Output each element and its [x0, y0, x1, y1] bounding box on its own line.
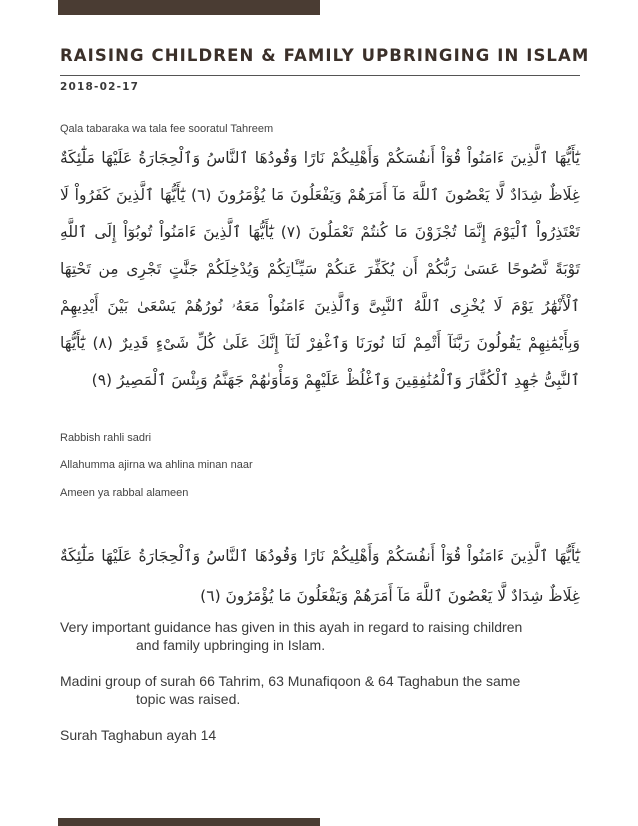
top-decorative-bar: [58, 0, 320, 15]
madini-group-paragraph: [60, 672, 588, 708]
guidance-paragraph: [60, 618, 588, 654]
page-title: RAISING CHILDREN & FAMILY UPBRINGING IN ISLAM: [60, 46, 590, 65]
bottom-decorative-bar: [58, 818, 320, 826]
intro-line: Qala tabaraka wa tala fee sooratul Tahreem: [60, 123, 274, 135]
arabic-verse-66-6: يَٰٓأَيُّهَا ٱلَّذِينَ ءَامَنُواْ قُوٓاْ أَنفُسَكُمْ وَأَهْلِيكُمْ نَارًا وَقُودُهَا ٱلنَّاسُ وَٱلْحِجَارَةُ عَلَيْهَا مَلَٰٓئِكَةٌ غِلَاظٌ شِدَادٌ لَّا يَعْصُونَ ٱللَّهَ مَآ أَمَرَهُمْ وَيَفْعَلُونَ مَا يُؤْمَرُونَ (٦): [60, 547, 580, 605]
arabic-verses-66-6-9: يَٰٓأَيُّهَا ٱلَّذِينَ ءَامَنُواْ قُوٓاْ أَنفُسَكُمْ وَأَهْلِيكُمْ نَارًا وَقُودُهَا ٱلنَّاسُ وَٱلْحِجَارَةُ عَلَيْهَا مَلَٰٓئِكَةٌ غِلَاظٌ شِدَادٌ لَّا يَعْصُونَ ٱللَّهَ مَآ أَمَرَهُمْ وَيَفْعَلُونَ مَا يُؤْمَرُونَ (٦) يَٰٓأَيُّهَا ٱلَّذِينَ كَفَرُواْ لَا تَعْتَذِرُواْ ٱلْيَوْمَ إِنَّمَا تُجْزَوْنَ مَا كُنتُمْ تَعْمَلُونَ (٧) يَٰٓأَيُّهَا ٱلَّذِينَ ءَامَنُواْ تُوبُوٓاْ إِلَى ٱللَّهِ تَوْبَةً نَّصُوحًا عَسَىٰ رَبُّكُمْ أَن يُكَفِّرَ عَنكُمْ سَيِّـَٔاتِكُمْ وَيُدْخِلَكُمْ جَنَّٰتٍ تَجْرِى مِن تَحْتِهَا ٱلْأَنْهَٰرُ يَوْمَ لَا يُخْزِى ٱللَّهُ ٱلنَّبِىَّ وَٱلَّذِينَ ءَامَنُواْ مَعَهُۥ نُورُهُمْ يَسْعَىٰ بَيْنَ أَيْدِيهِمْ وَبِأَيْمَٰنِهِمْ يَقُولُونَ رَبَّنَآ أَتْمِمْ لَنَا نُورَنَا وَٱغْفِرْ لَنَآ إِنَّكَ عَلَىٰ كُلِّ شَىْءٍ قَدِيرٌ (٨) يَٰٓأَيُّهَا ٱلنَّبِىُّ جَٰهِدِ ٱلْكُفَّارَ وَٱلْمُنَٰفِقِينَ وَٱغْلُظْ عَلَيْهِمْ وَمَأْوَىٰهُمْ جَهَنَّمُ وَبِئْسَ ٱلْمَصِيرُ (٩): [60, 149, 580, 389]
dua-line-2: Allahumma ajirna wa ahlina minan naar: [60, 459, 253, 471]
guidance-line-2: and family upbringing in Islam.: [136, 637, 326, 653]
surah-reference: Surah Taghabun ayah 14: [60, 727, 217, 743]
dua-line-3: Ameen ya rabbal alameen: [60, 487, 189, 499]
post-date: 2018-02-17: [60, 81, 140, 93]
dua-line-1: Rabbish rahli sadri: [60, 432, 152, 444]
madini-line-1: Madini group of surah 66 Tahrim, 63 Munafiqoon & 64 Taghabun the same: [60, 673, 521, 689]
title-divider: [60, 75, 580, 76]
madini-line-2: topic was raised.: [136, 691, 241, 707]
guidance-line-1: Very important guidance has given in this ayah in regard to raising children: [60, 619, 523, 635]
